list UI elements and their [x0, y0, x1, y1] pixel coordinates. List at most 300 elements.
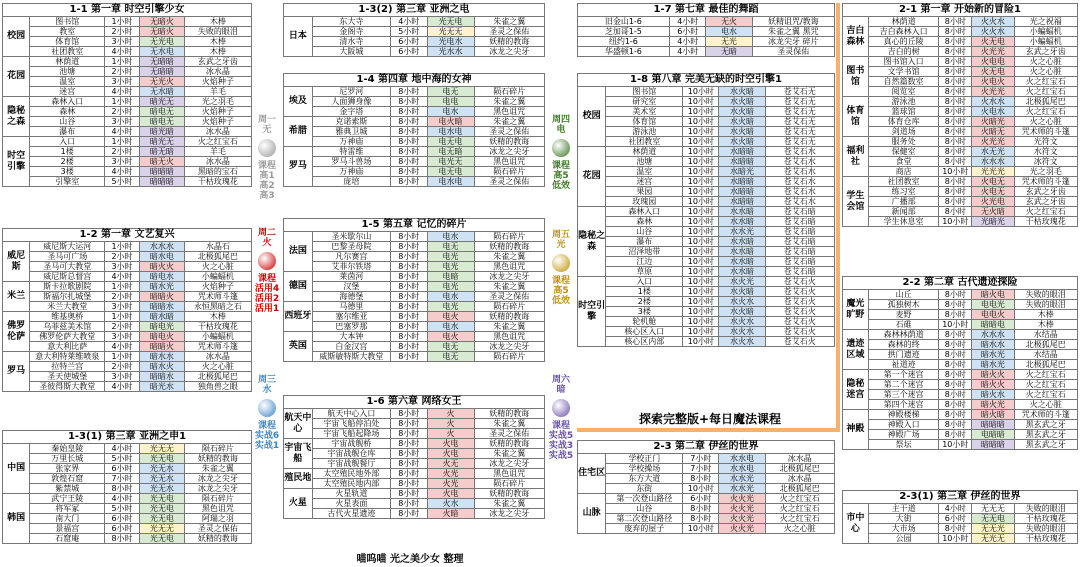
- reward-cell: 苍艾石暗: [765, 207, 834, 217]
- place-cell: 中国: [3, 444, 30, 494]
- table-row: [3, 494, 252, 504]
- location-cell: 克诺索斯: [312, 117, 390, 127]
- table-row: [843, 217, 1078, 227]
- table-row: [284, 469, 545, 479]
- reward-cell: 咒术师的斗篷: [1014, 127, 1077, 137]
- time-cell: 10小时: [683, 277, 719, 287]
- table-row: [843, 330, 1078, 340]
- element-cell: 火电无: [972, 187, 1014, 197]
- place-cell: 学生会馆: [843, 177, 869, 227]
- table-row: [578, 97, 835, 107]
- location-cell: 温室: [606, 167, 683, 177]
- reward-cell: 妖精诅咒/教诲: [752, 17, 834, 27]
- time-cell: 2小时: [105, 147, 140, 157]
- element-cell: 水水水: [972, 157, 1014, 167]
- table-row: [3, 272, 252, 282]
- location-cell: 意大利比萨: [30, 342, 105, 352]
- element-cell: 暗电光: [139, 322, 184, 332]
- reward-cell: 苍艾石水: [765, 167, 834, 177]
- element-cell: 暗暗水: [139, 372, 184, 382]
- table-row: [3, 524, 252, 534]
- element-cell: 电无: [427, 352, 474, 362]
- location-cell: 森林的终: [868, 340, 939, 350]
- location-cell: 汉堡: [312, 282, 390, 292]
- element-cell: 暗电火: [139, 332, 184, 342]
- table-row: [3, 504, 252, 514]
- element-cell: 火水水: [972, 97, 1014, 107]
- reward-cell: 圣灵之保佑: [474, 177, 545, 187]
- element-cell: 电火: [427, 312, 474, 322]
- location-cell: 第一次登山路径: [606, 494, 683, 504]
- time-cell: 8小时: [391, 342, 428, 352]
- time-cell: 8小时: [939, 380, 972, 390]
- location-cell: 主干道: [868, 504, 939, 514]
- table-row: [3, 352, 252, 362]
- location-cell: 米兰大教堂: [30, 302, 105, 312]
- time-cell: 1小时: [105, 57, 140, 67]
- table-row: [578, 317, 835, 327]
- time-cell: 8小时: [939, 187, 972, 197]
- location-cell: 秦始皇陵: [30, 444, 105, 454]
- location-cell: 沼泽地带: [606, 247, 683, 257]
- reward-cell: 干枯玫瑰花: [1014, 534, 1077, 544]
- table-row: [3, 302, 252, 312]
- table-row: [843, 524, 1078, 534]
- location-cell: 第一个迷宫: [868, 370, 939, 380]
- time-cell: 8小时: [391, 157, 428, 167]
- reward-cell: 苍艾石水: [765, 197, 834, 207]
- time-cell: 8小时: [939, 27, 972, 37]
- location-cell: 航天中心入口: [312, 409, 390, 419]
- element-cell: 水火水: [719, 327, 765, 337]
- table-row: [284, 107, 545, 117]
- place-cell: 校园: [578, 87, 606, 147]
- place-cell: 佛罗伦萨: [3, 312, 30, 352]
- location-cell: 社团教室: [606, 137, 683, 147]
- time-cell: 3小时: [105, 262, 140, 272]
- table-row: [843, 147, 1078, 157]
- table-row: [3, 97, 252, 107]
- place-cell: 吉白森林: [843, 17, 869, 57]
- time-cell: 10小时: [683, 207, 719, 217]
- reward-cell: 苍艾石无: [765, 137, 834, 147]
- location-cell: 张家界: [30, 464, 105, 474]
- time-cell: 8小时: [939, 340, 972, 350]
- time-cell: 10小时: [683, 197, 719, 207]
- table-row: [284, 352, 545, 362]
- element-cell: 电水电: [427, 177, 474, 187]
- time-cell: 2小时: [105, 67, 140, 77]
- element-cell: 光无水: [139, 474, 184, 484]
- location-cell: 庞培: [312, 177, 390, 187]
- table-row: [284, 177, 545, 187]
- element-cell: 无暗火: [139, 27, 184, 37]
- table-row: [578, 127, 835, 137]
- location-cell: 学校正门: [606, 454, 683, 464]
- time-cell: 3小时: [105, 302, 140, 312]
- week-course-note: 课程 高5 低效: [551, 276, 570, 306]
- block-title: 1-8 第八章 完美无缺的时空引擎1: [577, 73, 835, 86]
- block-title: 1-2 第一章 文艺复兴: [2, 228, 252, 241]
- chapter-block-1-4: [283, 73, 545, 187]
- week-monday: [254, 115, 280, 201]
- element-cell: 水水暗: [719, 247, 765, 257]
- table-row: [3, 242, 252, 252]
- reward-cell: 朱雀之翼: [474, 419, 545, 429]
- block-title: 2-3 第二章 伊丝的世界: [577, 440, 835, 453]
- time-cell: 10小时: [683, 147, 719, 157]
- reward-cell: 火焰种子: [184, 117, 251, 127]
- table-row: [3, 137, 252, 147]
- table-row: [843, 157, 1078, 167]
- place-cell: 山脉: [578, 494, 606, 534]
- time-cell: 8小时: [391, 429, 428, 439]
- element-cell: 水无光: [972, 147, 1014, 157]
- element-cell: 暗水电: [139, 252, 184, 262]
- table-row: [577, 17, 835, 27]
- time-cell: 8小时: [391, 177, 428, 187]
- location-cell: 拉特兰宫: [30, 362, 105, 372]
- element-cell: 无光无: [972, 534, 1014, 544]
- time-cell: 10小时: [683, 167, 719, 177]
- element-cell: 电无暗: [427, 147, 474, 157]
- time-cell: 4小时: [105, 342, 140, 352]
- reward-cell: 苍艾石火: [765, 317, 834, 327]
- location-cell: 森林: [30, 107, 105, 117]
- center-title: 探索完整版+每日魔法课程: [638, 412, 782, 426]
- element-cell: 火电: [427, 439, 474, 449]
- time-cell: 4小时: [105, 494, 140, 504]
- element-cell: 无无电: [972, 514, 1014, 524]
- element-cell: 电无: [427, 342, 474, 352]
- table-row: [3, 282, 252, 292]
- block-title: 2-2 第二章 古代遗迹探险: [842, 276, 1078, 289]
- place-cell: 市中心: [843, 504, 869, 544]
- time-cell: 5小时: [105, 177, 140, 187]
- table-row: [3, 262, 252, 272]
- reward-cell: 失败的眼泪: [1014, 300, 1077, 310]
- reward-cell: 水结晶: [1014, 350, 1077, 360]
- location-cell: 威斯敏特斯大教堂: [312, 352, 390, 362]
- block-title: 1-3(1) 第三章 亚洲之申1: [2, 430, 252, 443]
- location-cell: 圣彼得斯大教堂: [30, 382, 105, 392]
- week-element: 无: [262, 125, 272, 135]
- location-cell: 金阁寺: [312, 27, 390, 37]
- table-row: [843, 117, 1078, 127]
- location-cell: 太空殖民地内部: [312, 479, 390, 489]
- table-row: [578, 337, 835, 347]
- reward-cell: 妖精的教诲: [474, 312, 545, 322]
- time-cell: 10小时: [683, 177, 719, 187]
- time-cell: 3小时: [105, 117, 140, 127]
- table-row: [843, 57, 1078, 67]
- reward-cell: 黑色诅咒: [474, 469, 545, 479]
- table-row: [578, 524, 835, 534]
- element-cell: 电无电: [427, 137, 474, 147]
- location-cell: 核心区入口: [606, 327, 683, 337]
- table-row: [284, 342, 545, 352]
- reward-cell: 木棒: [1014, 320, 1077, 330]
- table-row: [843, 370, 1078, 380]
- week-course-note: 课程 高5 低效: [551, 161, 570, 191]
- element-cell: 暗无火: [139, 157, 184, 167]
- element-cell: 火火水: [972, 17, 1014, 27]
- table-row: [284, 409, 545, 419]
- location-cell: 宇宙飞船停泊处: [312, 419, 390, 429]
- element-orb-icon: [258, 139, 276, 157]
- element-cell: 暗水火: [139, 362, 184, 372]
- reward-cell: 苍艾石暗: [765, 227, 834, 237]
- time-cell: 1小时: [105, 282, 140, 292]
- reward-cell: 圣灵之保佑: [474, 127, 545, 137]
- location-cell: 3楼: [606, 307, 683, 317]
- element-cell: 光无电: [139, 504, 184, 514]
- element-cell: 火电: [427, 449, 474, 459]
- time-cell: 8小时: [939, 157, 972, 167]
- location-cell: 祭坛: [868, 440, 939, 450]
- table-row: [3, 87, 252, 97]
- week-course-note: 课程 活用4 活用2 活用1: [254, 274, 280, 314]
- location-cell: 1楼: [606, 287, 683, 297]
- element-cell: 火火光: [719, 504, 765, 514]
- element-cell: 水火暗: [719, 307, 765, 317]
- time-cell: 8小时: [391, 409, 428, 419]
- location-cell: 体育馆: [30, 37, 105, 47]
- table-row: [578, 197, 835, 207]
- chapter-block-2-1: [842, 3, 1078, 227]
- table-row: [3, 464, 252, 474]
- location-cell: 美术室: [606, 107, 683, 117]
- reward-cell: 北极狐尾巴: [184, 252, 251, 262]
- location-cell: 纽约1-6: [577, 37, 670, 47]
- element-cell: 无水电: [139, 47, 184, 57]
- week-label: 周三: [257, 375, 276, 385]
- element-cell: 水火暗: [719, 287, 765, 297]
- time-cell: 4小时: [105, 167, 140, 177]
- reward-cell: 小蝙蝠机: [1014, 27, 1077, 37]
- table-row: [284, 449, 545, 459]
- table-row: [578, 297, 835, 307]
- time-cell: 8小时: [391, 449, 428, 459]
- table-row: [3, 322, 252, 332]
- table-row: [843, 534, 1078, 544]
- table-row: [843, 350, 1078, 360]
- time-cell: 8小时: [391, 352, 428, 362]
- table-row: [578, 307, 835, 317]
- time-cell: 10小时: [683, 307, 719, 317]
- reward-cell: 火之红宝石: [184, 137, 251, 147]
- element-cell: 暗火火: [972, 380, 1014, 390]
- table-row: [3, 444, 252, 454]
- reward-cell: 妖精的教诲: [474, 409, 545, 419]
- reward-cell: 北极狐尾巴: [765, 464, 834, 474]
- location-cell: 森林林荫道: [868, 330, 939, 340]
- location-cell: 商店: [868, 167, 939, 177]
- week-element: 水: [262, 385, 272, 395]
- element-cell: 水水光: [719, 227, 765, 237]
- location-cell: 马德里: [312, 302, 390, 312]
- table-row: [284, 262, 545, 272]
- reward-cell: 苍艾石火: [765, 277, 834, 287]
- element-orb-icon: [552, 399, 570, 417]
- table-row: [843, 290, 1078, 300]
- element-cell: 水火暗: [719, 107, 765, 117]
- reward-cell: 玄武之牙齿: [1014, 47, 1077, 57]
- location-cell: 紫禁城: [30, 484, 105, 494]
- element-cell: 水火水: [719, 317, 765, 327]
- location-cell: 温室: [30, 77, 105, 87]
- element-orb-icon: [258, 399, 276, 417]
- table-row: [577, 37, 835, 47]
- reward-cell: 北极狐尾巴: [184, 372, 251, 382]
- table-row: [843, 197, 1078, 207]
- time-cell: 3小时: [105, 157, 140, 167]
- location-cell: 真心的丘陵: [868, 37, 939, 47]
- location-cell: 山谷: [606, 504, 683, 514]
- location-cell: 宇宙飞船起降场: [312, 429, 390, 439]
- reward-cell: 火之心脏: [765, 524, 834, 534]
- table-row: [578, 327, 835, 337]
- week-element: 电: [556, 125, 566, 135]
- element-cell: 光暗光: [972, 217, 1014, 227]
- time-cell: 10小时: [683, 157, 719, 167]
- time-cell: 5小时: [391, 27, 428, 37]
- place-cell: 魔光旷野: [843, 290, 869, 330]
- location-cell: 景福宫: [30, 524, 105, 534]
- reward-cell: 冰龙尖牙 碎片: [752, 37, 834, 47]
- time-cell: 8小时: [939, 310, 972, 320]
- time-cell: 1小时: [105, 17, 140, 27]
- location-cell: 森林: [606, 217, 683, 227]
- time-cell: 6小时: [391, 37, 428, 47]
- reward-cell: 火之红宝石: [1014, 207, 1077, 217]
- table-row: [578, 157, 835, 167]
- table-row: [843, 390, 1078, 400]
- element-cell: 电水: [427, 107, 474, 117]
- chapter-block-1-5: [283, 218, 545, 362]
- element-cell: 光无无: [139, 524, 184, 534]
- reward-cell: 光之羽毛: [1014, 167, 1077, 177]
- element-cell: 无光火: [139, 77, 184, 87]
- reward-cell: 冰龙之尖牙: [474, 509, 545, 519]
- table-row: [3, 534, 252, 544]
- element-cell: 水火暗: [719, 127, 765, 137]
- reward-cell: 冰龙之尖牙: [184, 484, 251, 494]
- location-cell: 瀑布: [30, 127, 105, 137]
- place-cell: 花园: [578, 147, 606, 207]
- reward-cell: 苍艾石暗: [765, 217, 834, 227]
- element-cell: 光无无: [139, 444, 184, 454]
- element-cell: 电水: [706, 27, 752, 37]
- element-cell: 暗水水: [972, 340, 1014, 350]
- time-cell: 8小时: [939, 330, 972, 340]
- element-cell: 火火光: [719, 494, 765, 504]
- reward-cell: 冰水晶: [765, 454, 834, 464]
- reward-cell: 陨石碎片: [184, 494, 251, 504]
- table-row: [284, 459, 545, 469]
- element-cell: 水暗暗: [719, 157, 765, 167]
- time-cell: 8小时: [391, 419, 428, 429]
- location-cell: 宇宙战舰餐厅: [312, 459, 390, 469]
- table-row: [284, 312, 545, 322]
- reward-cell: 玄武之牙齿: [1014, 197, 1077, 207]
- chapter-block-1-3-2: [283, 3, 545, 57]
- place-cell: 隐秘迷宫: [843, 370, 869, 410]
- reward-cell: 咒术师的斗篷: [1014, 177, 1077, 187]
- element-cell: 火光: [427, 479, 474, 489]
- table-row: [3, 67, 252, 77]
- reward-cell: 干枯玫瑰花: [1014, 514, 1077, 524]
- reward-cell: 朱雀之翼: [474, 449, 545, 459]
- reward-cell: 冰水晶: [184, 67, 251, 77]
- location-cell: 瀑布: [606, 237, 683, 247]
- reward-cell: 北极狐尾巴: [1014, 97, 1077, 107]
- time-cell: 10小时: [683, 337, 719, 347]
- location-cell: 2楼: [606, 297, 683, 307]
- location-cell: 芝加哥1-5: [577, 27, 670, 37]
- week-label: 周一: [257, 115, 276, 125]
- location-cell: 大街: [868, 514, 939, 524]
- table-row: [578, 257, 835, 267]
- location-cell: 威尼斯总督宫: [30, 272, 105, 282]
- time-cell: 8小时: [939, 360, 972, 370]
- time-cell: 10小时: [683, 237, 719, 247]
- chapter-block-1-7: [577, 3, 835, 57]
- element-cell: 无火: [706, 17, 752, 27]
- location-cell: 神殿入口: [868, 420, 939, 430]
- time-cell: 8小时: [105, 534, 140, 544]
- time-cell: 1小时: [105, 97, 140, 107]
- location-cell: 祉道迹: [868, 360, 939, 370]
- location-cell: 图书馆: [606, 87, 683, 97]
- element-cell: 光无水: [139, 484, 184, 494]
- location-cell: 吉白的树: [868, 47, 939, 57]
- time-cell: 10小时: [683, 187, 719, 197]
- time-cell: 10小时: [683, 297, 719, 307]
- location-cell: 莱茵河: [312, 272, 390, 282]
- location-cell: 罗马斗兽场: [312, 157, 390, 167]
- location-cell: 森林入口: [30, 97, 105, 107]
- element-cell: 光无电: [427, 17, 474, 27]
- reward-cell: 失败的眼泪: [1014, 290, 1077, 300]
- location-cell: 游泳池: [606, 127, 683, 137]
- time-cell: 8小时: [939, 430, 972, 440]
- reward-cell: 北极狐尾巴: [1014, 360, 1077, 370]
- table-row: [578, 187, 835, 197]
- element-cell: 电水: [427, 322, 474, 332]
- location-cell: 万神庙: [312, 167, 390, 177]
- time-cell: 8小时: [939, 87, 972, 97]
- time-cell: 8小时: [939, 290, 972, 300]
- reward-cell: 玄武之牙齿: [1014, 187, 1077, 197]
- table-row: [284, 147, 545, 157]
- time-cell: 8小时: [391, 332, 428, 342]
- reward-cell: 朱雀之翼: [474, 117, 545, 127]
- table-row: [284, 37, 545, 47]
- time-cell: 8小时: [939, 207, 972, 217]
- location-cell: 社团教室: [30, 47, 105, 57]
- reward-cell: 黑色诅咒: [474, 332, 545, 342]
- time-cell: 10小时: [683, 327, 719, 337]
- time-cell: 6小时: [105, 514, 140, 524]
- location-cell: 神殿广场: [868, 430, 939, 440]
- reward-cell: 冰水晶: [184, 157, 251, 167]
- element-cell: 暗电无: [139, 117, 184, 127]
- reward-cell: 朱雀之翼: [474, 97, 545, 107]
- time-cell: 8小时: [391, 147, 428, 157]
- time-cell: 1小时: [105, 242, 140, 252]
- table-row: [843, 300, 1078, 310]
